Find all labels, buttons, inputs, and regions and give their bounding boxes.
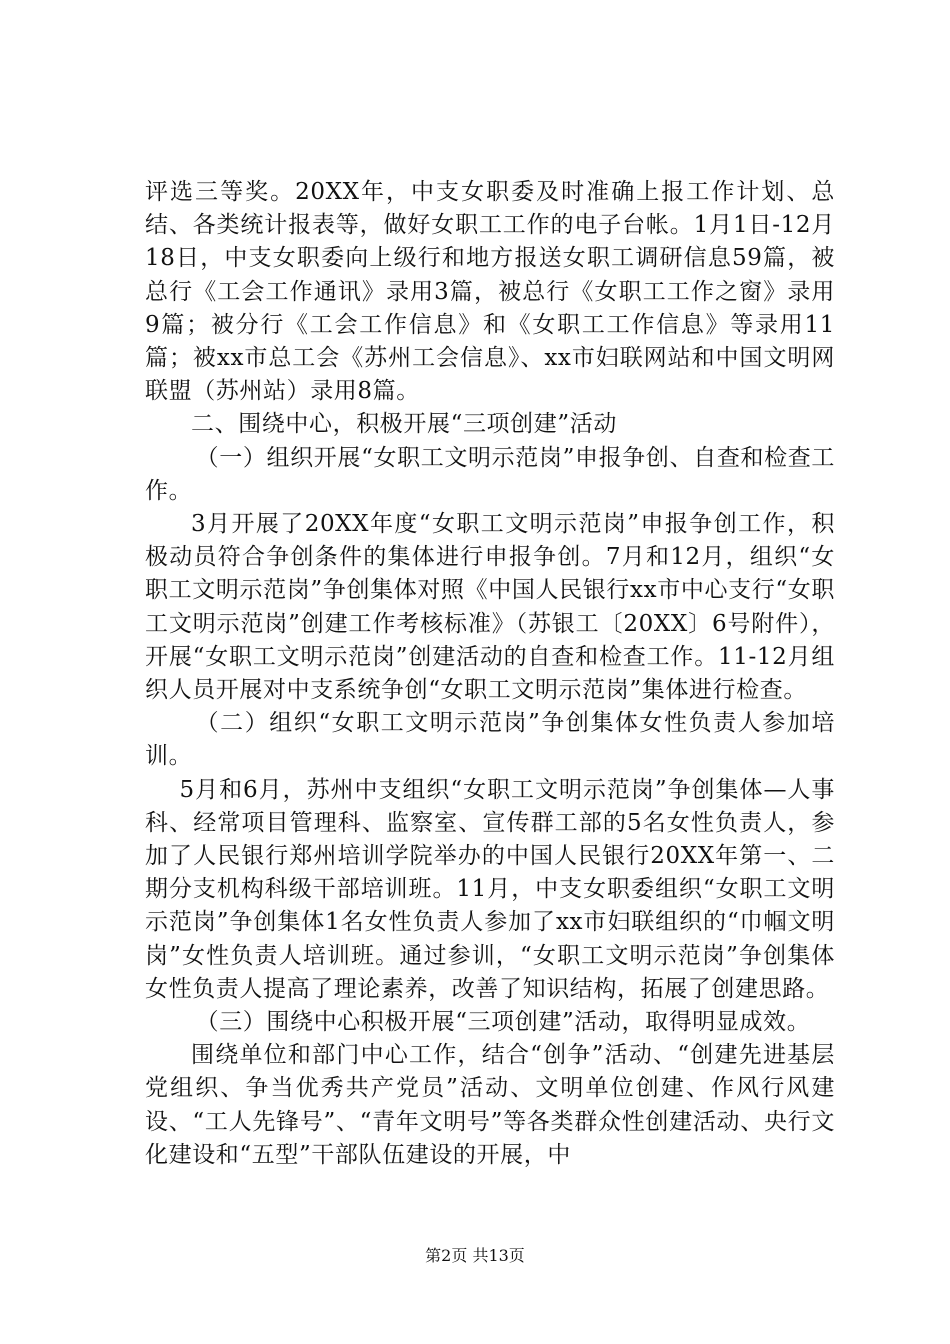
subheading-two: （二）组织“女职工文明示范岗”争创集体女性负责人参加培训。 — [145, 710, 835, 770]
document-body — [145, 176, 835, 1172]
subheading-three: （三）围绕中心积极开展“三项创建”活动，取得明显成效。 — [195, 1009, 811, 1036]
paragraph-statistics-report: 评选三等奖。20XX年，中支女职委及时准确上报工作计划、总结、各类统计报表等，做好女职工工作的电子台帐。1月1日-12月18日，中支女职委向上级行和地方报送女职工调研信息59篇，被总行《工会工作通讯》录用3篇，被总行《女职工工作之窗》录用9篇；被分行《工会工作信息》和《女职工工作信息》等录用11篇；被xx市总工会《苏州工会信息》、xx市妇联网站和中国文明网联盟（苏州站）录用8篇。 — [145, 179, 835, 405]
subheading-one: （一）组织开展“女职工文明示范岗”申报争创、自查和检查工作。 — [145, 444, 835, 504]
section-heading-two: 二、围绕中心，积极开展“三项创建”活动 — [191, 411, 617, 438]
paragraph-activities: 围绕单位和部门中心工作，结合“创争”活动、“创建先进基层党组织、争当优秀共产党员”活动、文明单位创建、作风行风建设、“工人先锋号”、“青年文明号”等各类群众性创建活动、央行文化建设和“五型”干部队伍建设的开展，中 — [145, 1042, 835, 1168]
page-number-footer: 第2页 共13页 — [425, 1246, 525, 1265]
paragraph-application-inspection: 3月开展了20XX年度“女职工文明示范岗”申报争创工作，积极动员符合争创条件的集体进行申报争创。7月和12月，组织“女职工文明示范岗”争创集体对照《中国人民银行xx市中心支行“女职工文明示范岗”创建工作考核标准》（苏银工〔20XX〕6号附件），开展“女职工文明示范岗”创建活动的自查和检查工作。11-12月组织人员开展对中支系统争创“女职工文明示范岗”集体进行检查。 — [145, 511, 835, 704]
paragraph-training: 5月和6月，苏州中支组织“女职工文明示范岗”争创集体—人事科、经常项目管理科、监察室、宣传群工部的5名女性负责人，参加了人民银行郑州培训学院举办的中国人民银行20XX年第一、二期分支机构科级干部培训班。11月，中支女职委组织“女职工文明示范岗”争创集体1名女性负责人参加了xx市妇联组织的“巾帼文明岗”女性负责人培训班。通过参训，“女职工文明示范岗”争创集体女性负责人提高了理论素养，改善了知识结构，拓展了创建思路。 — [145, 776, 835, 1002]
